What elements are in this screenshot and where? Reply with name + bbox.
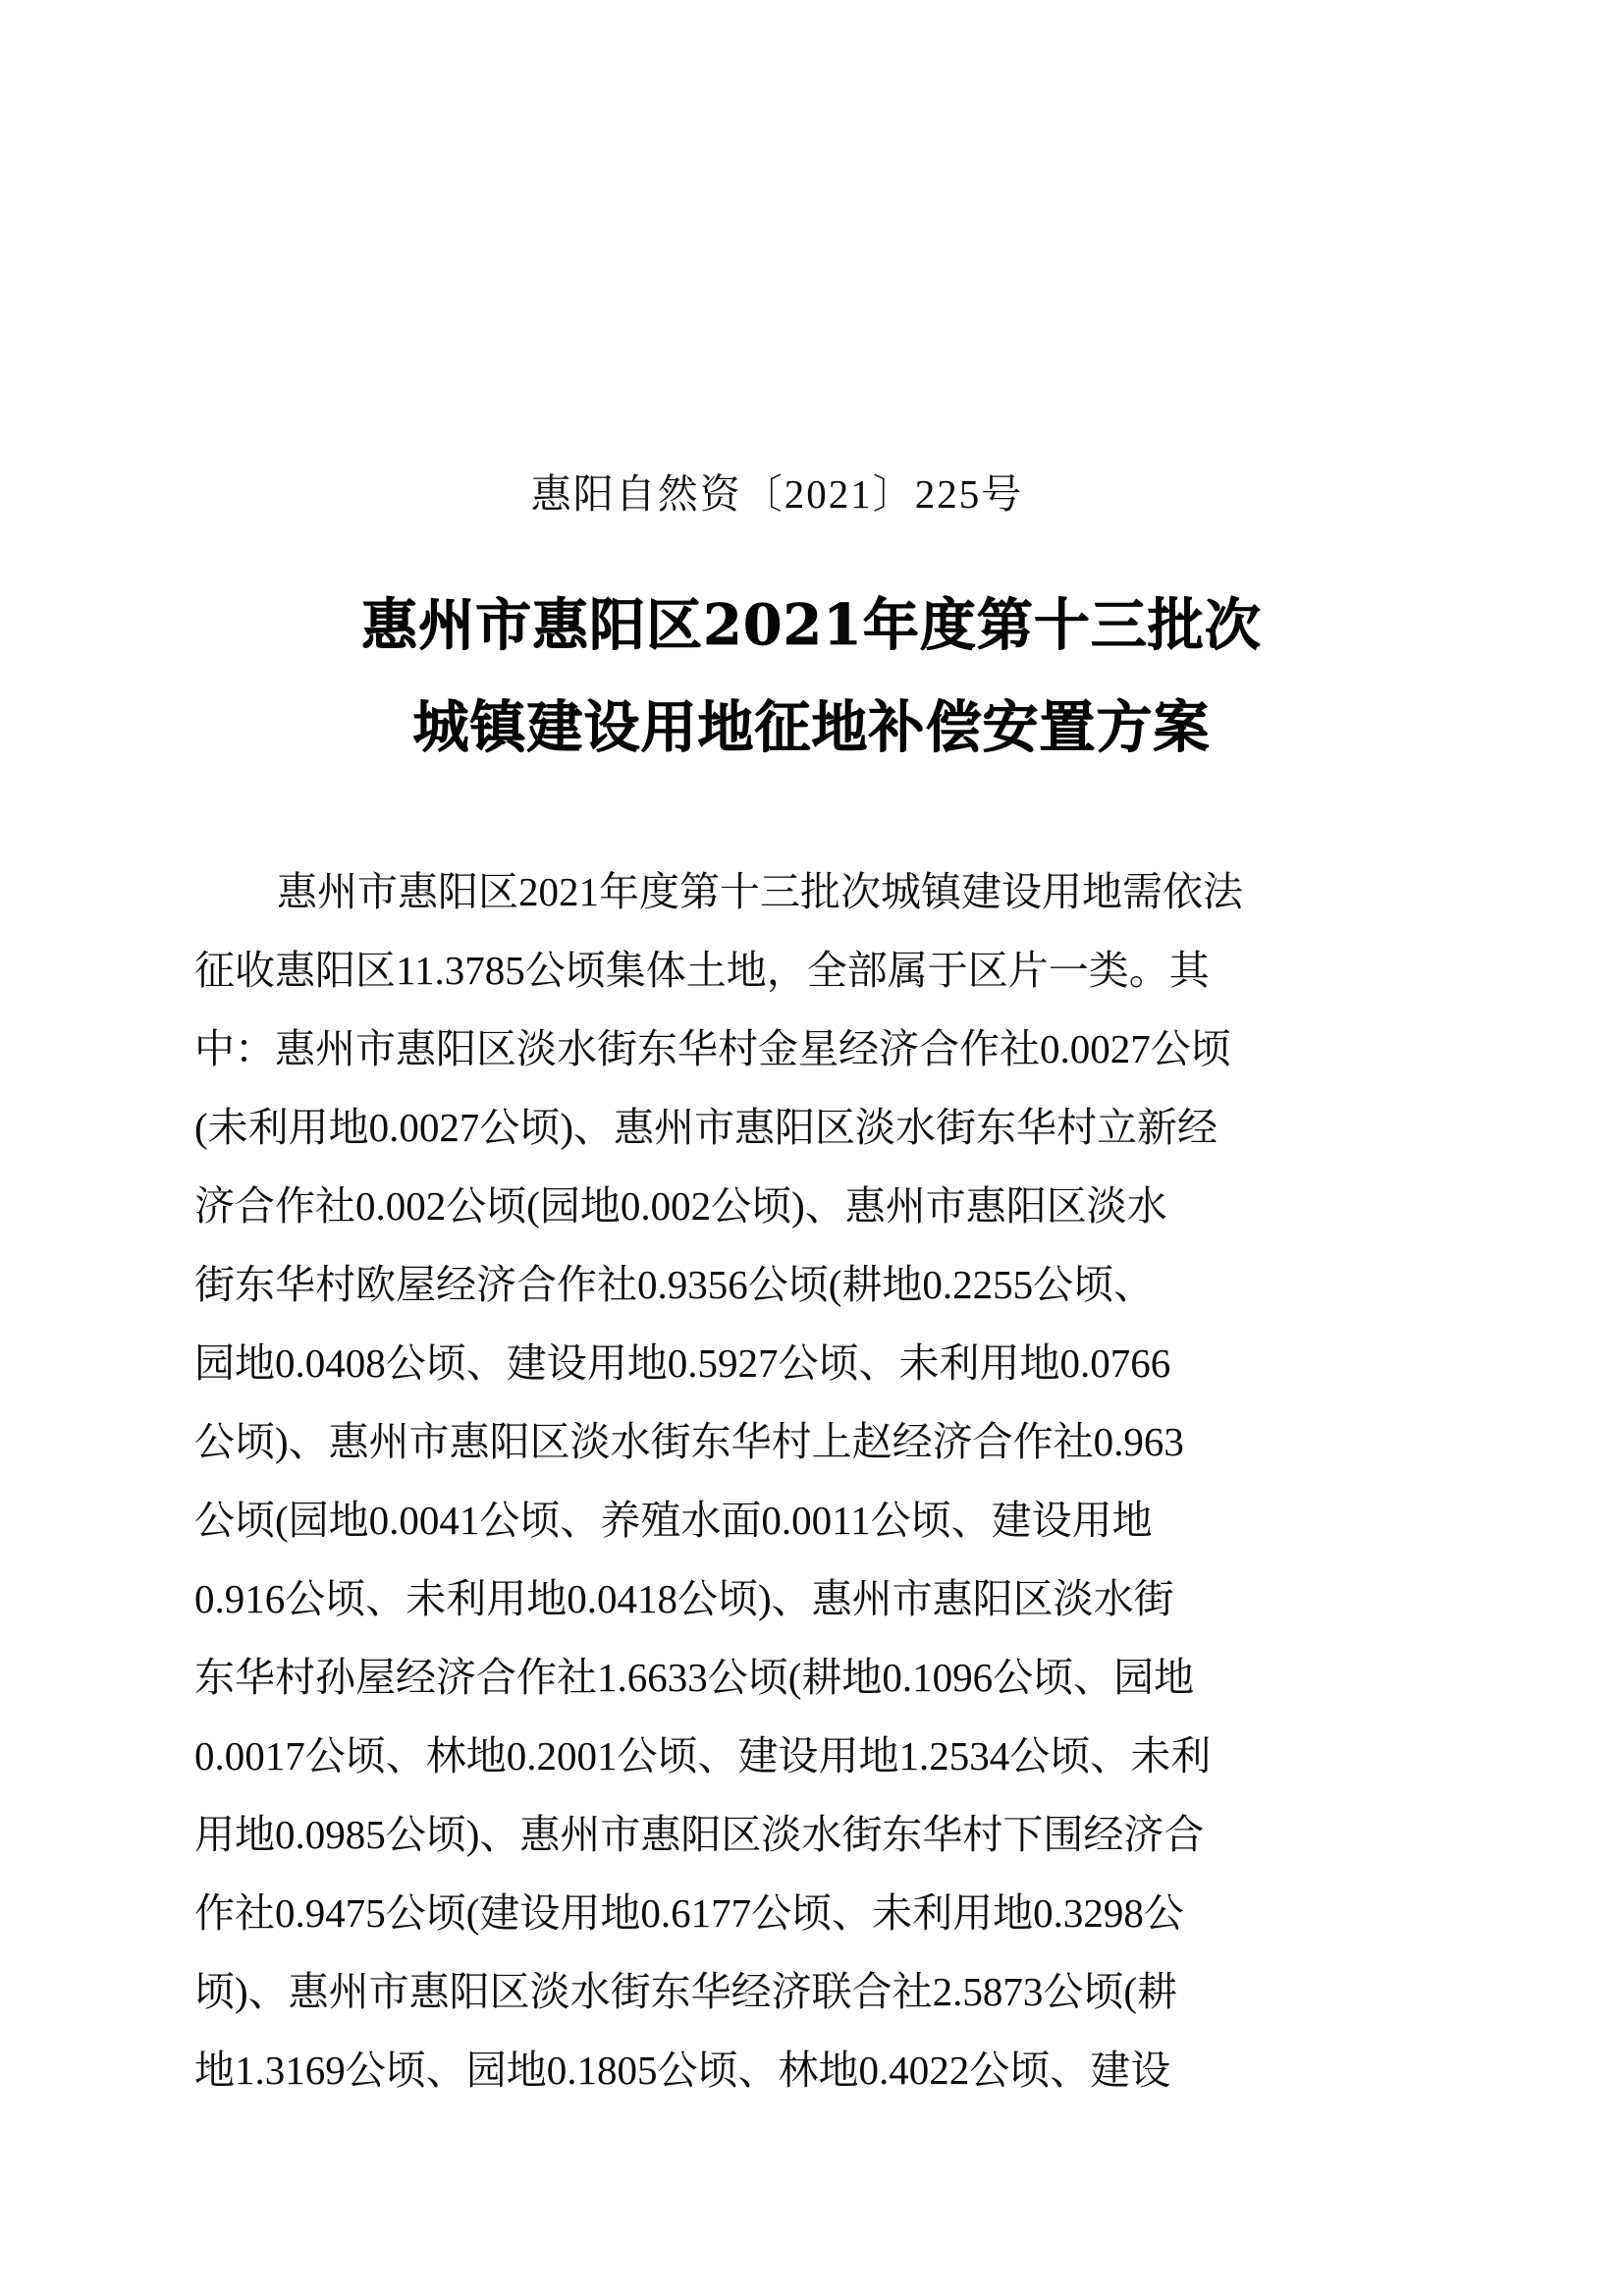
body-line-4: (未利用地0.0027公顷)、惠州市惠阳区淡水街东华村立新经	[194, 1105, 1218, 1150]
body-line-11: 东华村孙屋经济合作社1.6633公顷(耕地0.1096公顷、园地	[194, 1655, 1195, 1700]
body-line-7: 园地0.0408公顷、建设用地0.5927公顷、未利用地0.0766	[194, 1340, 1171, 1386]
document-title	[0, 574, 1623, 779]
title-line-2: 城镇建设用地征地补偿安置方案	[412, 694, 1211, 760]
body-line-10: 0.916公顷、未利用地0.0418公顷)、惠州市惠阳区淡水街	[194, 1576, 1174, 1621]
body-line-8: 公顷)、惠州市惠阳区淡水街东华村上赵经济合作社0.963	[194, 1419, 1184, 1464]
body-line-6: 街东华村欧屋经济合作社0.9356公顷(耕地0.2255公顷、	[194, 1262, 1155, 1307]
body-line-14: 作社0.9475公顷(建设用地0.6177公顷、未利用地0.3298公	[194, 1890, 1184, 1936]
document-number-row	[0, 462, 1623, 519]
body-line-15: 顷)、惠州市惠阳区淡水街东华经济联合社2.5873公顷(耕	[194, 1969, 1178, 2014]
body-line-3: 中：惠州市惠阳区淡水街东华村金星经济合作社0.0027公顷	[194, 1026, 1231, 1071]
document-body	[194, 852, 1436, 2109]
body-line-2: 征收惠阳区11.3785公顷集体土地，全部属于区片一类。其	[194, 948, 1210, 993]
body-line-13: 用地0.0985公顷)、惠州市惠阳区淡水街东华村下围经济合	[194, 1812, 1205, 1857]
document-number: 惠阳自然资〔2021〕225号	[530, 471, 1024, 517]
body-line-5: 济合作社0.002公顷(园地0.002公顷)、惠州市惠阳区淡水	[194, 1183, 1167, 1229]
body-line-16: 地1.3169公顷、园地0.1805公顷、林地0.4022公顷、建设	[194, 2048, 1171, 2093]
title-line-1: 惠州市惠阳区2021年度第十三批次	[361, 592, 1262, 658]
body-line-1-text: 惠州市惠阳区2021年度第十三批次城镇建设用地需依法	[277, 869, 1243, 914]
body-line-1	[194, 852, 1436, 931]
body-line-9: 公顷(园地0.0041公顷、养殖水面0.0011公顷、建设用地	[194, 1498, 1153, 1543]
body-line-12: 0.0017公顷、林地0.2001公顷、建设用地1.2534公顷、未利	[194, 1733, 1212, 1778]
